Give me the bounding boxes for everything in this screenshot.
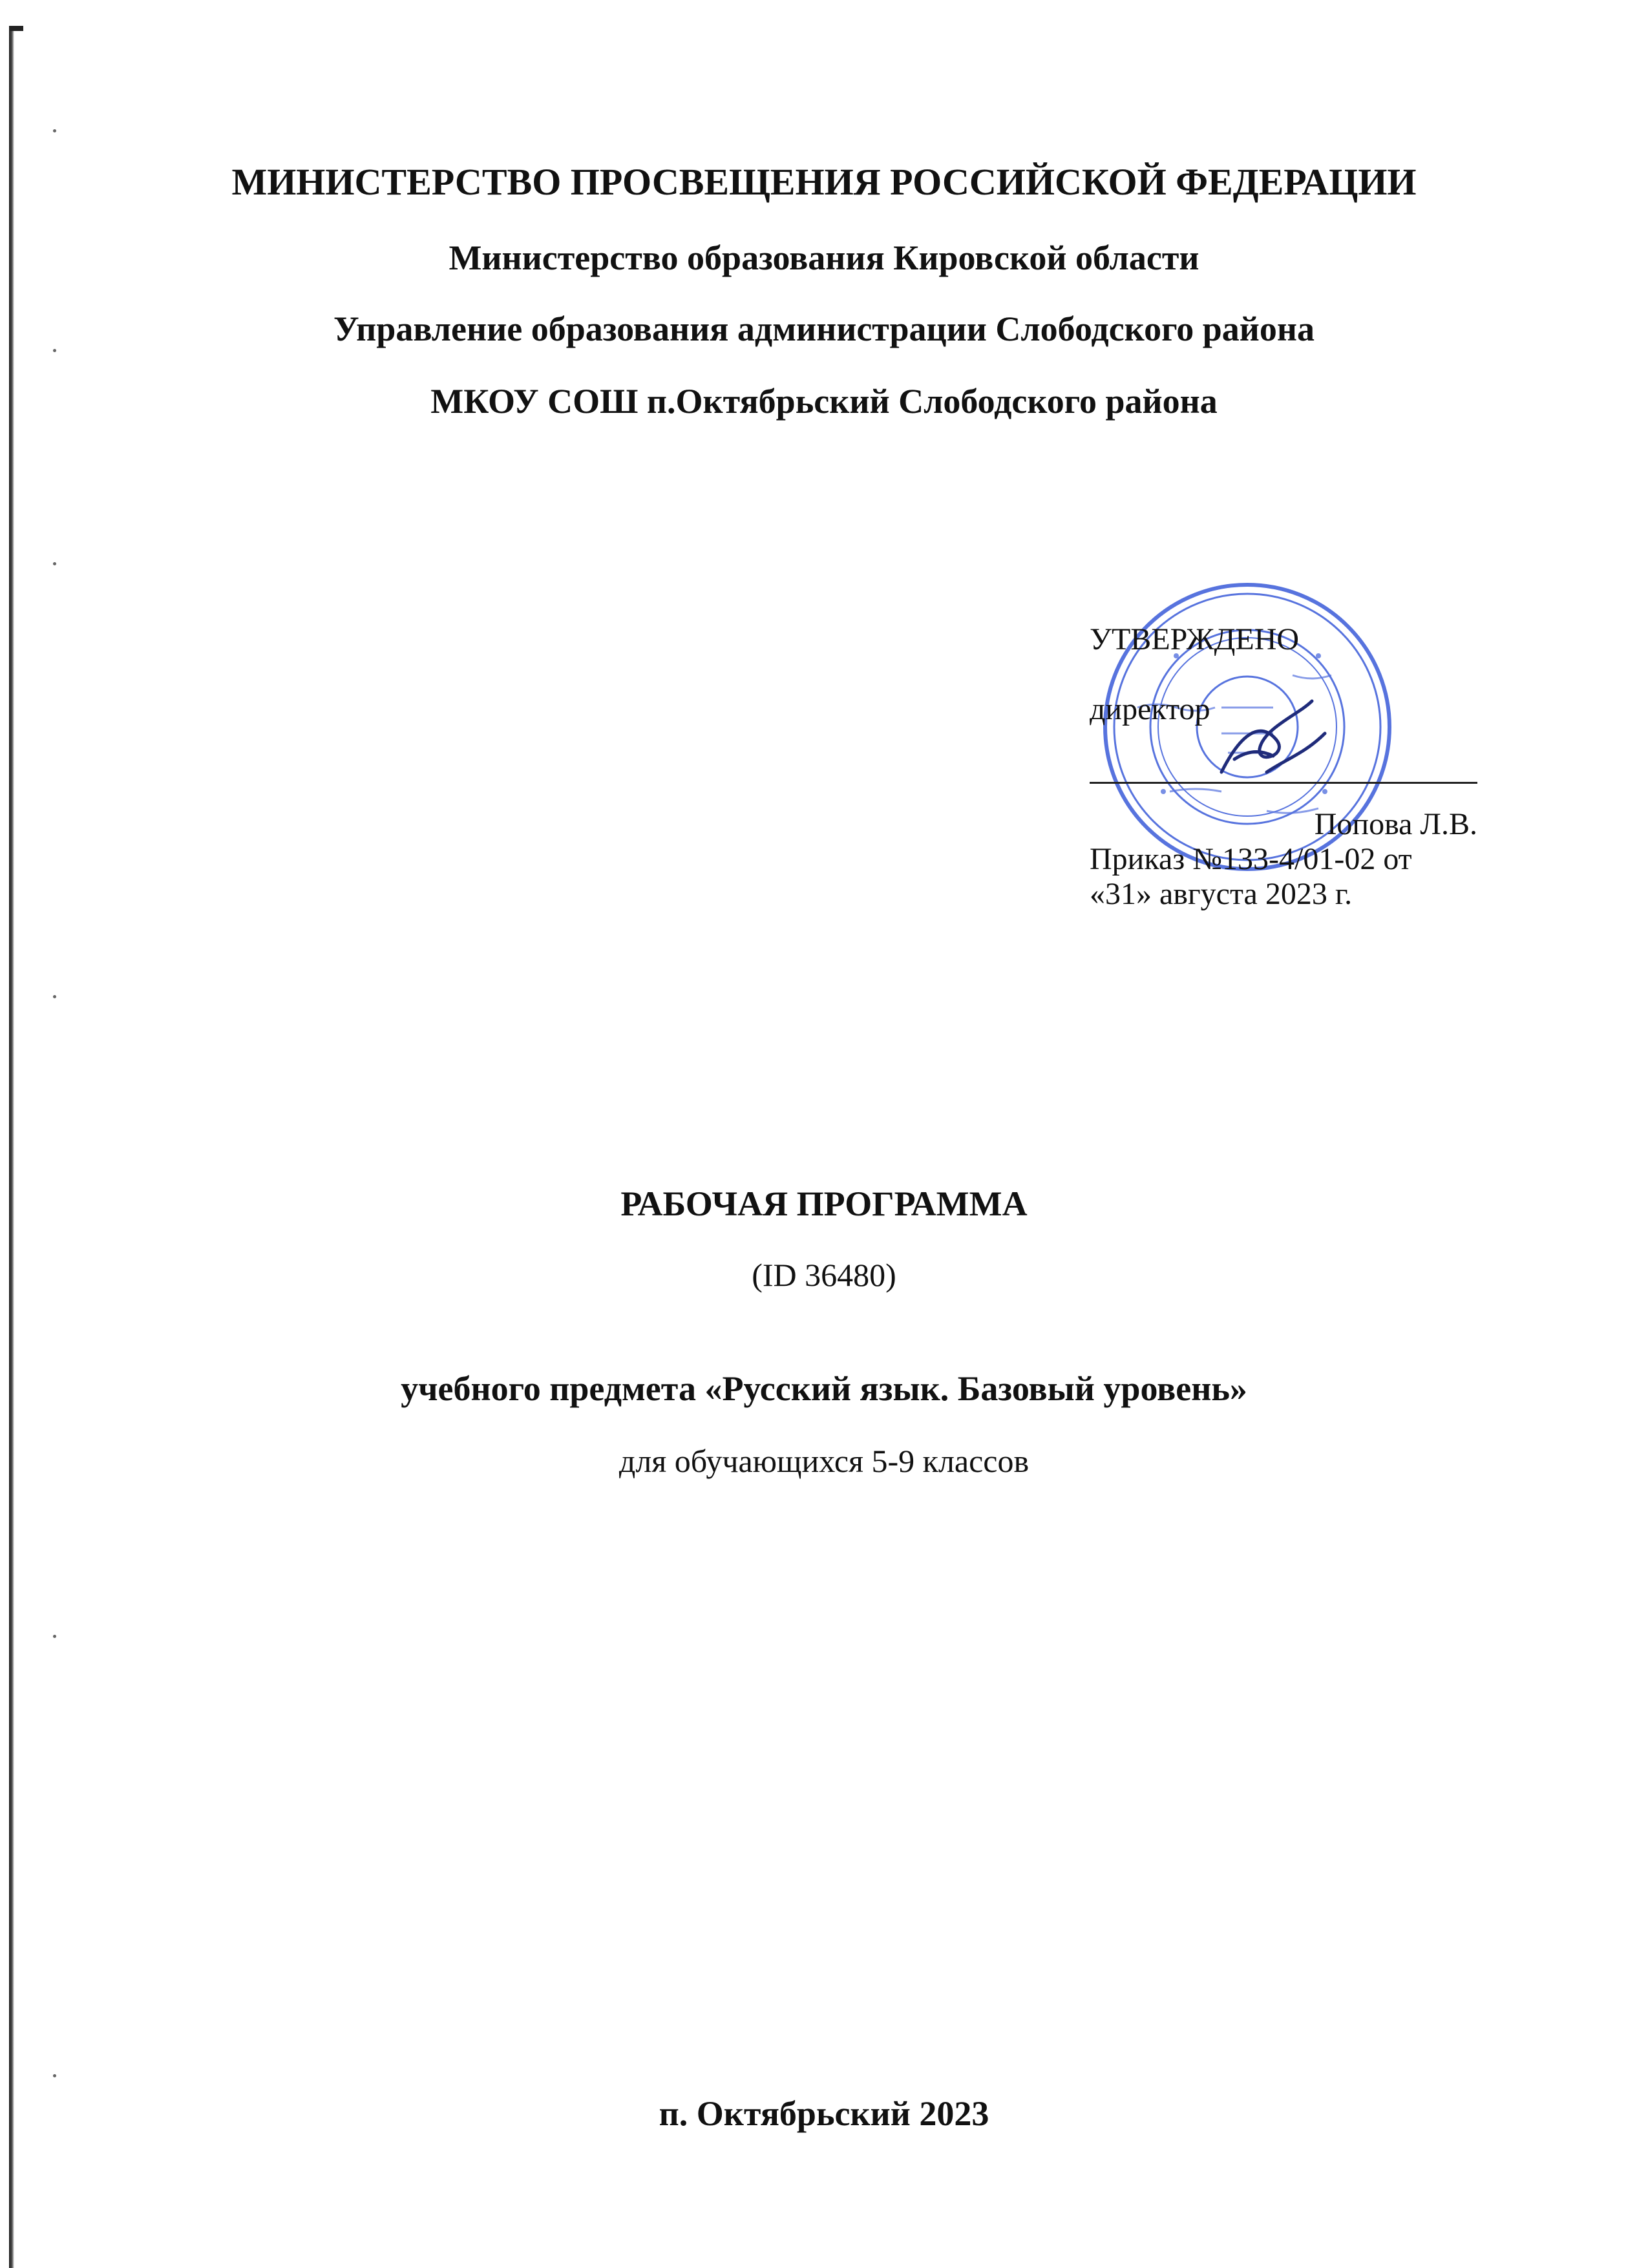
place-year: п. Октябрьский 2023 [659,2094,989,2133]
approval-position: директор [1090,692,1210,726]
ministry-regional: Министерство образования Кировской области [449,238,1199,277]
scan-speck [53,2074,56,2077]
approval-order: Приказ №133-4/01-02 от [1090,842,1412,876]
approval-date: «31» августа 2023 г. [1090,877,1353,911]
scan-speck [53,349,56,352]
ministry-federal: МИНИСТЕРСТВО ПРОСВЕЩЕНИЯ РОССИЙСКОЙ ФЕДЕРАЦИИ [231,161,1417,203]
audience: для обучающихся 5-9 классов [618,1443,1030,1479]
document-title: РАБОЧАЯ ПРОГРАММА [620,1184,1028,1223]
approval-status: УТВЕРЖДЕНО [1090,622,1300,656]
scan-speck [53,1635,56,1638]
document-id: (ID 36480) [752,1257,896,1293]
signature-line [1090,782,1477,784]
education-department: Управление образования администрации Слободского района [333,310,1315,348]
scan-edge [9,26,14,2268]
scan-speck [53,995,56,998]
director-name: Попова Л.В. [1314,807,1477,841]
school-name: МКОУ СОШ п.Октябрьский Слободского района [430,382,1218,421]
director-signature [1215,695,1331,785]
scan-speck [53,129,56,132]
scan-edge-corner [9,26,23,31]
scan-speck [53,562,56,565]
subject-name: учебного предмета «Русский язык. Базовый уровень» [401,1369,1247,1408]
